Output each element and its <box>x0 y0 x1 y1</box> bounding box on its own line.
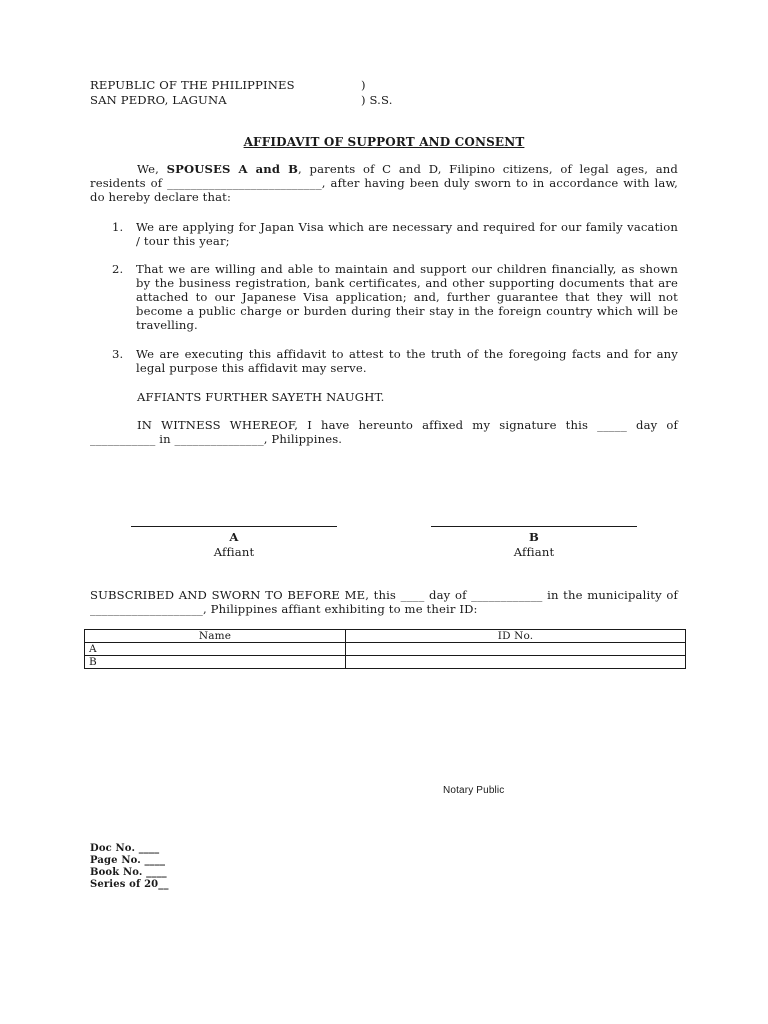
sworn-paragraph: SUBSCRIBED AND SWORN TO BEFORE ME, this ____ day of ____________ in the municipality of ___________________, Philippines affiant exhibiting to me their ID: <box>90 588 678 616</box>
header-paren-1: ) <box>361 78 366 92</box>
table-cell-name: A <box>85 643 346 656</box>
id-table <box>84 629 686 669</box>
signature-role-b: Affiant <box>513 545 555 559</box>
book-number: Book No. ____ <box>90 867 167 878</box>
intro-prefix: We, <box>137 162 167 176</box>
intro-rest: , parents of C and D, Filipino citizens, of legal ages, and residents of __________________________, after having been duly sworn to in accordance with law, do hereby declare that: <box>90 162 678 204</box>
signature-name-b: B <box>529 530 539 544</box>
table-row <box>85 656 686 669</box>
signature-block-b <box>431 526 637 559</box>
witness-paragraph: IN WITNESS WHEREOF, I have hereunto affixed my signature this _____ day of ___________ in _______________, Philippines. <box>90 418 678 446</box>
document-title: AFFIDAVIT OF SUPPORT AND CONSENT <box>243 135 525 149</box>
header-ss: ) S.S. <box>361 93 393 107</box>
page-number: Page No. ____ <box>90 855 166 866</box>
signature-line-b <box>431 526 637 527</box>
table-cell-id <box>346 643 686 656</box>
signature-role-a: Affiant <box>213 545 255 559</box>
series-year: Series of 20__ <box>90 879 169 890</box>
signature-line-a <box>131 526 337 527</box>
affiants-further-statement: AFFIANTS FURTHER SAYETH NAUGHT. <box>137 390 385 404</box>
item-number: 1. <box>112 220 124 234</box>
item-number: 2. <box>112 262 124 276</box>
header-republic: REPUBLIC OF THE PHILIPPINES <box>90 78 295 92</box>
intro-spouses: SPOUSES A and B <box>166 162 299 176</box>
item-number: 3. <box>112 347 124 361</box>
doc-info-block <box>90 843 169 891</box>
header-location: SAN PEDRO, LAGUNA <box>90 93 227 107</box>
item-text: We are executing this affidavit to attest to the truth of the foregoing facts and for any legal purpose this affidavit may serve. <box>136 347 678 375</box>
column-header-id-no: ID No. <box>346 630 686 643</box>
table-row <box>85 643 686 656</box>
table-cell-id <box>346 656 686 669</box>
column-header-name: Name <box>85 630 346 643</box>
intro-paragraph <box>90 162 678 204</box>
id-table-header-row <box>85 630 686 643</box>
signature-name-a: A <box>229 530 239 544</box>
table-cell-name: B <box>85 656 346 669</box>
item-text: We are applying for Japan Visa which are necessary and required for our family vacation / tour this year; <box>136 220 678 248</box>
signature-block-a <box>131 526 337 559</box>
item-text: That we are willing and able to maintain and support our children financially, as shown by the business registration, bank certificates, and other supporting documents that are attached to our Japanese Visa application; and, further guarantee that they will not become a public charge or burden during their stay in the foreign country which will be travelling. <box>136 262 678 332</box>
notary-public-label: Notary Public <box>443 785 505 796</box>
doc-number: Doc No. ____ <box>90 843 160 854</box>
